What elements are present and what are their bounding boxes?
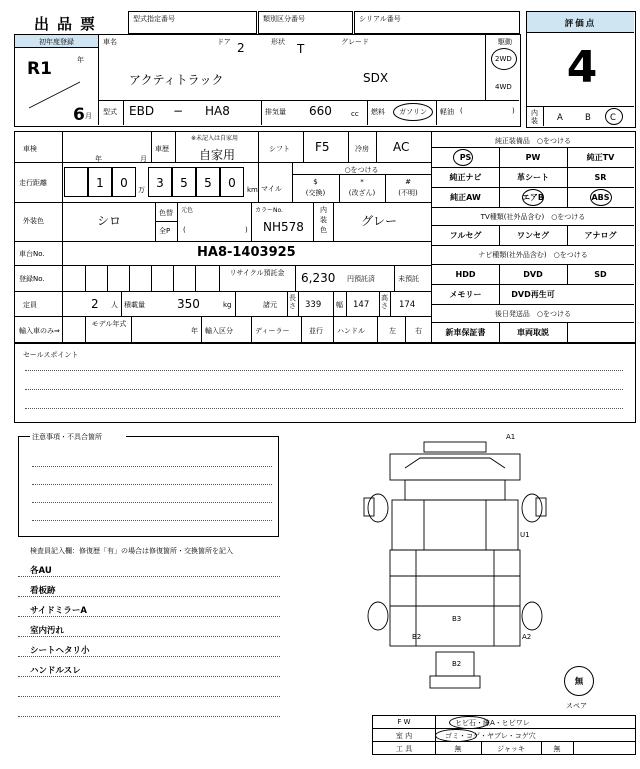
mileage-digit: 5 (172, 167, 196, 197)
inspector-item: 看板跡 (30, 586, 56, 596)
tv-fullseg[interactable]: フルセグ (449, 230, 482, 240)
height: 174 (399, 300, 416, 310)
displacement: 660 (309, 104, 332, 118)
equip-leather[interactable]: 革シート (517, 172, 549, 182)
car-grade: SDX (363, 71, 389, 85)
diagram-label-a1: A1 (506, 433, 516, 441)
length: 339 (305, 300, 322, 310)
interior-color: グレー (361, 214, 398, 228)
grade-box: 評価点 4 内装 A B C (526, 11, 636, 128)
equipment-panel: 純正装備品 ○をつける PS PW 純正TV 純正ナビ 革シート SR 純正AW エアB ABS TV種類(社外品含む) ○をつける フルセグ ワンセグ アナログ ナビ種類(社外品含む) ○をつける HDD DVD SD メモリー DVD再生可 後日発送品 ○をつける 新車保証書 車両取説 (431, 131, 636, 343)
doors: 2 (237, 41, 245, 55)
mileage-digit: 3 (148, 167, 172, 197)
equip-ps[interactable]: PS (459, 152, 472, 162)
mileage-digit: 1 (88, 167, 112, 197)
notes-label: 注意事項・不具合箇所 (32, 433, 102, 441)
bottom-table: F W 室 内 工 具 ヒビ石・線A・ヒビワレ ゴミ・コゲ・ヤブレ・コゲ穴 無 ジャッキ 無 (372, 715, 636, 755)
model-code: HA8 (205, 104, 230, 118)
navi-sd[interactable]: SD (594, 269, 607, 279)
type-no-field[interactable]: 型式指定番号 (128, 11, 257, 34)
shape: T (297, 42, 305, 56)
diagram-label-b2: B2 (412, 633, 422, 641)
sales-point-box (14, 343, 636, 423)
inspector-item: サイドミラーA (30, 606, 87, 616)
later-manual[interactable]: 車両取説 (517, 327, 549, 337)
car-name: アクティトラック (129, 73, 224, 87)
tv-oneseg[interactable]: ワンセグ (517, 230, 549, 240)
mileage-digit: 5 (196, 167, 220, 197)
fuel-type[interactable]: ガソリン (399, 108, 427, 116)
page-title: 出品票 (34, 15, 104, 33)
later-warranty[interactable]: 新車保証書 (445, 327, 486, 337)
equip-navi[interactable]: 純正ナビ (449, 172, 482, 182)
drive-2wd[interactable]: 2WD (495, 55, 512, 63)
shift: F5 (315, 140, 330, 154)
equip-tv[interactable]: 純正TV (586, 152, 615, 162)
interior-grade-c[interactable]: C (610, 113, 616, 123)
sales-point-label: セールスポイント (23, 351, 79, 359)
exterior-color: シロ (97, 214, 122, 228)
drive-4wd[interactable]: 4WD (495, 83, 512, 91)
grade-label: 評価点 (564, 19, 597, 29)
spare-label: スペア (566, 702, 587, 710)
inspector-item: ハンドルスレ (30, 666, 81, 676)
color-no: NH578 (263, 220, 304, 234)
navi-memory[interactable]: メモリー (449, 289, 482, 299)
diagram-label-b3: B3 (452, 615, 462, 623)
chassis-no: HA8-1403925 (197, 245, 296, 260)
jack-value[interactable]: 無 (553, 745, 561, 753)
mileage-digit (64, 167, 88, 197)
reg-year: R1 (27, 59, 52, 79)
equip-aw[interactable]: 純正AW (450, 192, 481, 202)
load-capacity: 350 (177, 297, 200, 311)
mileage-digit: 0 (220, 167, 244, 197)
width: 147 (353, 300, 370, 310)
room-condition[interactable]: ゴミ・コゲ・ヤブレ・コゲ穴 (445, 732, 536, 740)
equip-aircon[interactable]: エアB (521, 192, 545, 202)
reg-month: 6 (73, 105, 85, 125)
fw-condition[interactable]: ヒビ石・線A・ヒビワレ (455, 719, 530, 727)
class-no-field[interactable]: 類別区分番号 (258, 11, 353, 34)
mileage-digits: 1 0 万 3 5 5 0 (64, 167, 247, 197)
navi-dvd[interactable]: DVD (523, 269, 543, 279)
spare-value[interactable]: 無 (574, 677, 584, 687)
diagram-label-b2-rear: B2 (452, 660, 462, 668)
recycle-deposit: 6,230 (301, 271, 336, 285)
navi-dvd-play[interactable]: DVD再生可 (511, 289, 555, 299)
grade-value: 4 (566, 42, 598, 93)
car-diagram (360, 436, 580, 696)
inspector-label: 検査員記入欄：修復歴「有」の場合は修復箇所・交換箇所を記入 (30, 547, 233, 555)
interior-grade-a[interactable]: A (557, 113, 563, 123)
cooler: AC (393, 140, 410, 154)
first-reg-label: 初年度登録 (39, 38, 74, 46)
equip-sr[interactable]: SR (594, 172, 607, 182)
diagram-label-u1: U1 (520, 531, 530, 539)
vehicle-history: 自家用 (199, 148, 236, 162)
serial-field[interactable]: シリアル番号 (354, 11, 520, 34)
inspector-item: 室内汚れ (30, 626, 65, 636)
equip-pw[interactable]: PW (525, 152, 541, 162)
equip-abs[interactable]: ABS (591, 192, 610, 202)
tv-analog[interactable]: アナログ (584, 230, 617, 240)
tools-value[interactable]: 無 (454, 745, 462, 753)
model-prefix: EBD (129, 104, 155, 118)
inspector-item: シートヘタリ小 (30, 646, 90, 656)
mileage-digit: 0 (112, 167, 136, 197)
vehicle-block: 初年度登録 R1 年 6 月 車名 アクティトラック ドア 2 形状 T グレード SDX 駆動 2WD 4WD 型式 EBD − HA8 排気量 660 cc 燃料 ガソリン 軽油 ( ) (14, 34, 521, 127)
navi-hdd[interactable]: HDD (455, 269, 476, 279)
interior-grade-b[interactable]: B (585, 113, 591, 123)
diagram-label-a2: A2 (522, 633, 532, 641)
details-table: 車検 年 月 車歴 ※未記入は自家用 自家用 シフト F5 冷房 AC 走行距離 1 0 万 3 5 5 0 km マイル ○をつける $ (交換) * (改ざん) # (不明) 外装色 シロ 色替 全P 元色 ( ) カラーNo. NH578 内装色 グレー 車台No. HA8-1403925 登録No. リサイクル預託金 6,230 円預託済 未預託 定員 2 人 積載量 350 kg 諸元 長さ 339 幅 147 高さ 174 輸入車のみ⇒ モデル年式 年 輸入区分 ディーラー 並行 ハンドル 左 右 (14, 131, 432, 343)
inspector-item: 各AU (30, 566, 52, 576)
capacity: 2 (91, 297, 99, 311)
